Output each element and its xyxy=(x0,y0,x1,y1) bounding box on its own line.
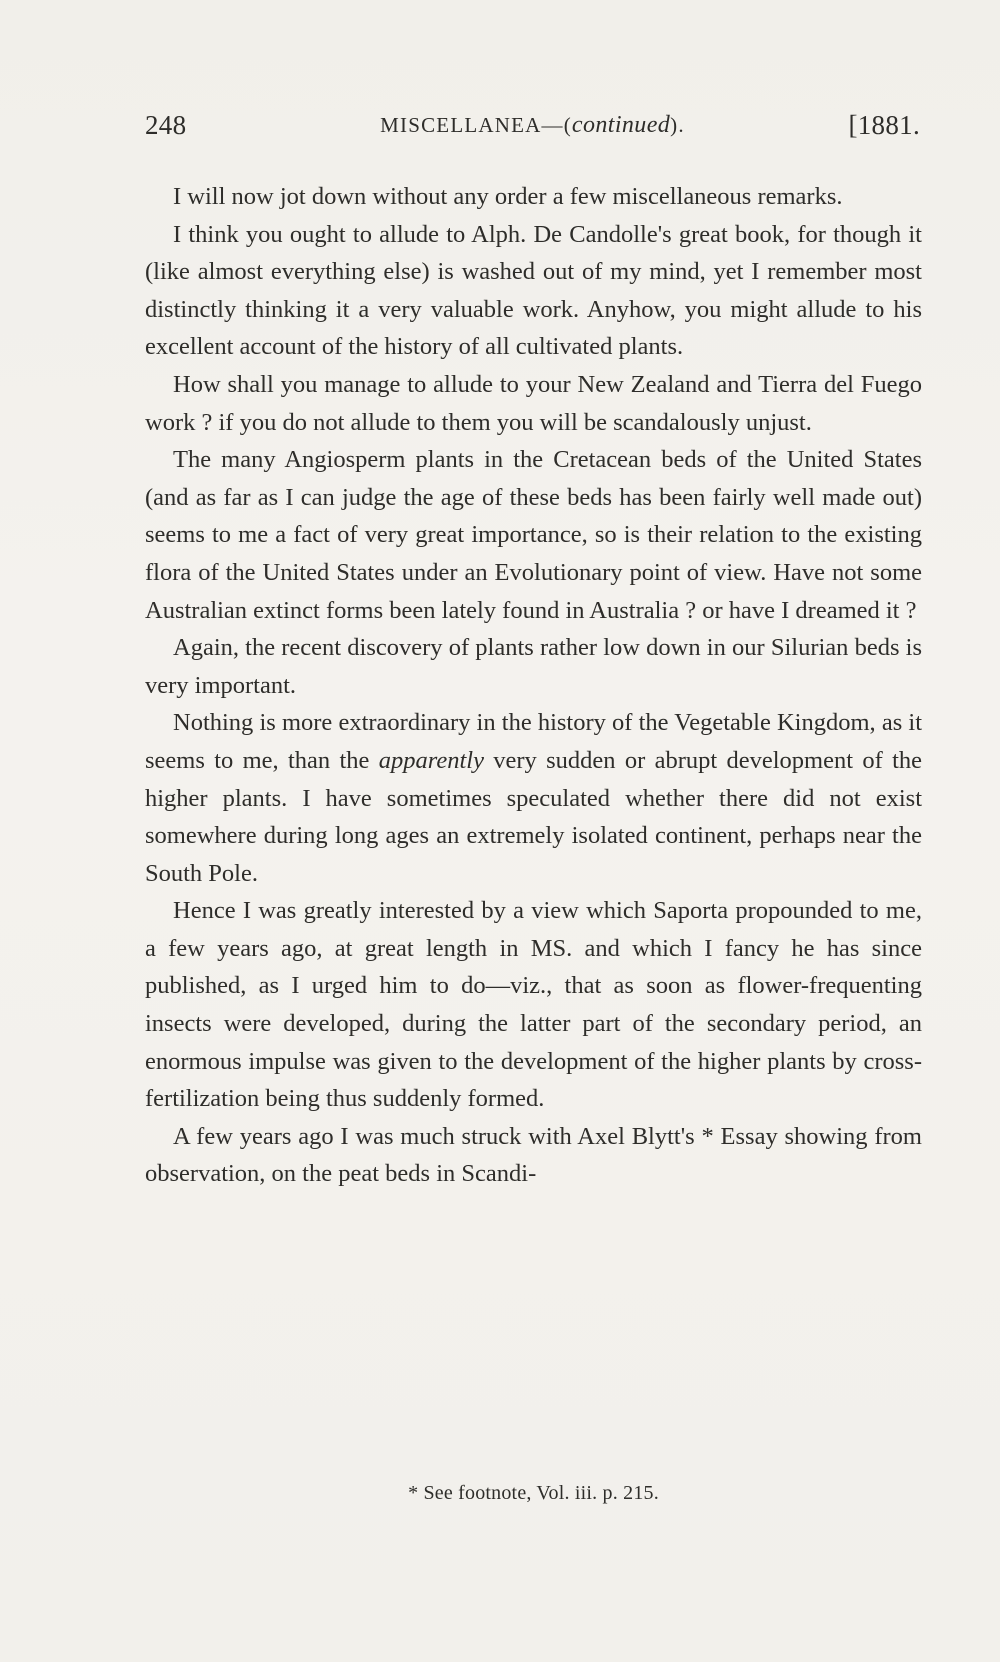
paragraph-vegetable-kingdom-start: Nothing is more extraordinary in the history of the Vegetable Kingdom, as it seems to me, than the xyxy=(145,709,922,774)
running-title-italic: continued xyxy=(571,112,671,138)
page-number: 248 xyxy=(145,110,187,140)
emphasis-apparently: apparently xyxy=(378,746,484,774)
paragraph-blytt: A few years ago I was much struck with Axel Blytt's * Essay showing from observation, on the peat beds in Scandi- xyxy=(145,1122,922,1188)
paragraph-new-zealand: How shall you manage to allude to your New Zealand and Tierra del Fuego work ? if you do not allude to them you will be scandalously unjust. xyxy=(145,370,922,436)
running-title xyxy=(145,112,920,139)
running-title-prefix: MISCELLANEA—( xyxy=(380,113,572,137)
running-year: [1881. xyxy=(848,110,920,140)
running-head xyxy=(145,110,920,154)
footnote: * See footnote, Vol. iii. p. 215. xyxy=(408,1482,659,1504)
paragraph-de-candolle: I think you ought to allude to Alph. De Candolle's great book, for though it (like almost everything else) is washed out of my mind, yet I remember most distinctly thinking it a very valuable work. Anyhow, you might allude to his excellent account of the history of all cultivated plants. xyxy=(145,220,922,361)
paragraph-silurian: Again, the recent discovery of plants rather low down in our Silurian beds is very important. xyxy=(145,634,922,699)
paragraph-remarks: I will now jot down without any order a few miscellaneous remarks. xyxy=(173,183,843,210)
paragraph-saporta: Hence I was greatly interested by a view which Saporta propounded to me, a few years ago, at great length in MS. and which I fancy he has since published, as I urged him to do—viz., that as soon as flower-frequenting insects were developed, during the latter part of the secondary period, an enormous impulse was given to the development of the higher plants by cross-fertilization being thus suddenly formed. xyxy=(145,897,922,1113)
paragraph-vegetable-kingdom xyxy=(145,704,922,892)
running-title-suffix: ). xyxy=(670,113,685,137)
paragraph-vegetable-kingdom-end: very sudden or abrupt development of the higher plants. I have sometimes speculated whether there did not exist somewhere during long ages an extremely isolated continent, perhaps near the South Pole. xyxy=(145,746,923,887)
body-text xyxy=(145,178,922,1193)
paragraph-cretacean: The many Angiosperm plants in the Cretacean beds of the United States (and as far as I can judge the age of these beds has been fairly well made out) seems to me a fact of very great importance, so is their relation to the existing flora of the United States under an Evolutionary point of view. Have not some Australian extinct forms been lately found in Australia ? or have I dreamed it ? xyxy=(145,446,922,624)
